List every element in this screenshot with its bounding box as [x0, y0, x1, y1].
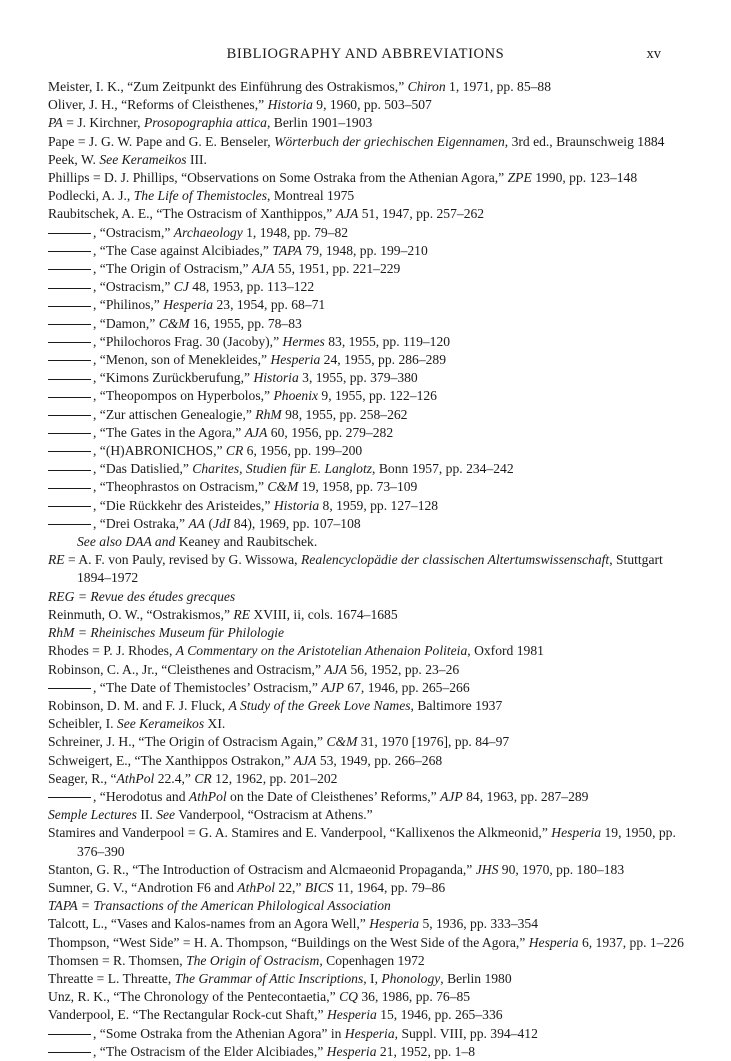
entry-text: , Stuttgart 1894–1972	[77, 552, 663, 586]
entry-italic-text: Hesperia	[270, 352, 321, 368]
bibliography-entry	[48, 715, 688, 733]
running-header	[0, 46, 731, 66]
entry-italic-text: RhM = Rheinisches Museum für Philologie	[48, 625, 285, 641]
entry-text: Keaney and Raubitschek.	[175, 534, 318, 550]
entry-text: , “Drei Ostraka,”	[93, 515, 189, 531]
entry-text: Raubitschek, A. E., “The Ostracism of Xanthippos,”	[48, 206, 336, 222]
page-number: xv	[646, 46, 661, 62]
bibliography-entry	[48, 187, 688, 205]
entry-text: , “Philochoros Frag. 30 (Jacoby),”	[93, 333, 283, 349]
entry-text: , Oxford 1981	[467, 643, 544, 659]
repeat-author-dash	[48, 342, 91, 343]
bibliography-list	[48, 78, 688, 1061]
repeat-author-dash	[48, 797, 91, 798]
entry-text: , “The Case against Alcibiades,”	[93, 242, 273, 258]
bibliography-entry	[48, 1006, 688, 1024]
repeat-author-dash	[48, 306, 91, 307]
page-title: BIBLIOGRAPHY AND ABBREVIATIONS	[226, 46, 505, 62]
bibliography-entry	[48, 861, 688, 879]
entry-italic-text: See Kerameikos	[99, 151, 187, 167]
bibliography-entry	[48, 260, 688, 278]
entry-text: , “(H)ABRONICHOS,”	[93, 443, 226, 459]
bibliography-entry	[48, 478, 688, 496]
entry-text: 22.4,”	[154, 770, 195, 786]
bibliography-entry	[48, 278, 688, 296]
entry-text: , Berlin 1980	[440, 970, 512, 986]
bibliography-entry	[48, 114, 688, 132]
bibliography-entry	[48, 697, 688, 715]
bibliography-entry	[48, 1043, 688, 1061]
entry-italic-text: The Life of Themistocles	[133, 188, 268, 204]
entry-text: (	[205, 515, 214, 531]
entry-italic-text: A Study of the Greek Love Names	[228, 697, 411, 713]
entry-text: II.	[136, 807, 157, 823]
entry-italic-text: AthPol	[116, 770, 155, 786]
entry-text: = J. Kirchner,	[62, 115, 144, 131]
entry-text: on the Date of Cleisthenes’ Reforms,”	[226, 788, 441, 804]
repeat-author-dash	[48, 251, 91, 252]
bibliography-entry	[48, 770, 688, 788]
repeat-author-dash	[48, 688, 91, 689]
bibliography-entry	[48, 151, 688, 169]
entry-italic-text: RhM	[255, 406, 282, 422]
entry-italic-text: TAPA	[272, 242, 303, 258]
entry-text: Reinmuth, O. W., “Ostrakismos,”	[48, 606, 234, 622]
entry-italic-text: CQ	[339, 989, 358, 1005]
entry-text: , “Kimons Zurückberufung,”	[93, 370, 254, 386]
bibliography-entry	[48, 733, 688, 751]
entry-italic-text: Phonology	[381, 970, 441, 986]
entry-text: 11, 1964, pp. 79–86	[333, 879, 446, 895]
bibliography-entry	[48, 424, 688, 442]
entry-text: 83, 1955, pp. 119–120	[324, 333, 451, 349]
bibliography-entry	[48, 606, 688, 624]
entry-italic-text: See also DAA and	[77, 534, 176, 550]
entry-text: , Bonn 1957, pp. 234–242	[372, 461, 514, 477]
entry-text: 16, 1955, pp. 78–83	[189, 315, 302, 331]
entry-italic-text: C&M	[267, 479, 299, 495]
entry-text: , “The Date of Themistocles’ Ostracism,”	[93, 679, 322, 695]
entry-text: 56, 1952, pp. 23–26	[347, 661, 460, 677]
bibliography-entry	[48, 460, 688, 478]
entry-text: 21, 1952, pp. 1–8	[376, 1043, 476, 1059]
entry-text: , “Menon, son of Menekleides,”	[93, 352, 271, 368]
entry-text: , “Theophrastos on Ostracism,”	[93, 479, 268, 495]
repeat-author-dash	[48, 360, 91, 361]
bibliography-entry	[48, 788, 688, 806]
repeat-author-dash	[48, 379, 91, 380]
entry-italic-text: REG = Revue des études grecques	[48, 588, 236, 604]
bibliography-entry	[48, 824, 688, 860]
entry-italic-text: RE	[233, 606, 251, 622]
entry-text: , “Philinos,”	[93, 297, 164, 313]
bibliography-entry	[48, 551, 688, 587]
entry-text: Peek, W.	[48, 151, 100, 167]
entry-text: Phillips = D. J. Phillips, “Observations on Some Ostraka from the Athenian Agora,”	[48, 170, 508, 186]
entry-text: 98, 1955, pp. 258–262	[281, 406, 408, 422]
entry-text: Schweigert, E., “The Xanthippos Ostrakon,”	[48, 752, 294, 768]
entry-text: , I,	[363, 970, 382, 986]
entry-italic-text: Hesperia	[551, 825, 602, 841]
entry-italic-text: C&M	[326, 734, 358, 750]
entry-italic-text: Historia	[267, 97, 313, 113]
entry-text: , “Herodotus and	[93, 788, 189, 804]
entry-text: 19, 1958, pp. 73–109	[298, 479, 418, 495]
repeat-author-dash	[48, 1052, 91, 1053]
bibliography-entry	[48, 78, 688, 96]
entry-text: 84), 1969, pp. 107–108	[230, 515, 361, 531]
bibliography-entry	[48, 315, 688, 333]
entry-italic-text: AthPol	[237, 879, 276, 895]
bibliography-entry	[48, 661, 688, 679]
entry-text: Thomsen = R. Thomsen,	[48, 952, 187, 968]
bibliography-entry	[48, 934, 688, 952]
repeat-author-dash	[48, 1034, 91, 1035]
bibliography-entry	[48, 224, 688, 242]
entry-text: Scheibler, I.	[48, 716, 117, 732]
entry-text: Meister, I. K., “Zum Zeitpunkt des Einführung des Ostrakismos,”	[48, 79, 408, 94]
entry-italic-text: Hesperia	[369, 916, 420, 932]
entry-text: , “Ostracism,”	[93, 279, 174, 295]
entry-text: 8, 1959, pp. 127–128	[319, 497, 439, 513]
bibliography-entry	[48, 406, 688, 424]
entry-text: Seager, R., “	[48, 770, 117, 786]
entry-text: Vanderpool, “Ostracism at Athens.”	[175, 807, 373, 823]
entry-text: 67, 1946, pp. 265–266	[343, 679, 470, 695]
entry-italic-text: CR	[225, 443, 244, 459]
entry-text: Stamires and Vanderpool = G. A. Stamires and E. Vanderpool, “Kallixenos the Alkmeonid,”	[48, 825, 552, 841]
entry-text: = A. F. von Pauly, revised by G. Wissowa,	[64, 552, 301, 568]
entry-italic-text: ZPE	[507, 170, 532, 186]
entry-text: 6, 1937, pp. 1–226	[578, 934, 684, 950]
bibliography-entry	[48, 879, 688, 897]
entry-text: 24, 1955, pp. 286–289	[320, 352, 447, 368]
entry-text: , “The Origin of Ostracism,”	[93, 261, 252, 277]
entry-text: 84, 1963, pp. 287–289	[462, 788, 589, 804]
entry-italic-text: Hesperia	[326, 1007, 377, 1023]
entry-italic-text: Hesperia	[344, 1025, 395, 1041]
entry-italic-text: Phoenix	[273, 388, 319, 404]
entry-italic-text: See Kerameikos	[116, 716, 205, 732]
bibliography-entry	[48, 679, 688, 697]
entry-italic-text: JHS	[475, 861, 499, 877]
bibliography-entry	[48, 442, 688, 460]
entry-text: 1, 1971, pp. 85–88	[445, 79, 552, 94]
bibliography-entry	[48, 752, 688, 770]
entry-italic-text: Historia	[253, 370, 299, 386]
entry-italic-text: AJA	[244, 424, 268, 440]
entry-text: 53, 1949, pp. 266–268	[316, 752, 443, 768]
entry-italic-text: PA	[48, 115, 63, 131]
entry-text: , “Ostracism,”	[93, 224, 174, 240]
entry-italic-text: AJA	[293, 752, 317, 768]
bibliography-entry	[48, 96, 688, 114]
bibliography-entry	[48, 970, 688, 988]
bibliography-entry	[48, 296, 688, 314]
entry-italic-text: Prosopographia attica	[143, 115, 267, 131]
entry-italic-text: BICS	[304, 879, 334, 895]
entry-italic-text: TAPA = Transactions of the American Philological Association	[48, 898, 391, 914]
entry-text: 79, 1948, pp. 199–210	[302, 242, 428, 258]
entry-text: 9, 1955, pp. 122–126	[318, 388, 437, 404]
entry-text: Robinson, D. M. and F. J. Fluck,	[48, 697, 229, 713]
repeat-author-dash	[48, 269, 91, 270]
entry-text: Schreiner, J. H., “The Origin of Ostracism Again,”	[48, 734, 327, 750]
entry-italic-text: Hermes	[282, 333, 325, 349]
entry-italic-text: Realencyclopädie der classischen Altertumswissenschaft	[300, 552, 610, 568]
entry-text: 5, 1936, pp. 333–354	[419, 916, 539, 932]
bibliography-entry	[48, 988, 688, 1006]
entry-text: 19, 1950, pp. 376–390	[77, 825, 676, 859]
entry-text: , 3rd ed., Braunschweig 1884	[504, 133, 665, 149]
repeat-author-dash	[48, 506, 91, 507]
repeat-author-dash	[48, 488, 91, 489]
entry-italic-text: AJA	[324, 661, 348, 677]
entry-text: 51, 1947, pp. 257–262	[358, 206, 485, 222]
entry-text: 60, 1956, pp. 279–282	[267, 424, 394, 440]
cross-reference-note	[48, 533, 688, 551]
entry-text: 12, 1962, pp. 201–202	[211, 770, 338, 786]
entry-italic-text: AJP	[321, 679, 344, 695]
entry-text: 31, 1970 [1976], pp. 84–97	[357, 734, 510, 750]
entry-text: III.	[186, 151, 207, 167]
bibliography-entry	[48, 642, 688, 660]
entry-text: 36, 1986, pp. 76–85	[357, 989, 471, 1005]
bibliography-entry	[48, 169, 688, 187]
entry-text: 1990, pp. 123–148	[531, 170, 638, 186]
entry-text: Oliver, J. H., “Reforms of Cleisthenes,”	[48, 97, 268, 113]
bibliography-entry	[48, 369, 688, 387]
entry-italic-text: CJ	[173, 279, 189, 295]
entry-text: Unz, R. K., “The Chronology of the Pentecontaetia,”	[48, 989, 340, 1005]
entry-italic-text: AA	[188, 515, 206, 531]
entry-italic-text: Wörterbuch der griechischen Eigennamen	[274, 133, 505, 149]
bibliography-entry	[48, 387, 688, 405]
entry-text: 23, 1954, pp. 68–71	[213, 297, 326, 313]
bibliography-entry	[48, 897, 688, 915]
bibliography-entry	[48, 952, 688, 970]
entry-italic-text: CR	[194, 770, 212, 786]
repeat-author-dash	[48, 324, 91, 325]
entry-italic-text: Hesperia	[326, 1043, 377, 1059]
bibliography-entry	[48, 915, 688, 933]
entry-italic-text: Charites, Studien für E. Langlotz	[192, 461, 373, 477]
entry-text: 6, 1956, pp. 199–200	[243, 443, 363, 459]
repeat-author-dash	[48, 433, 91, 434]
entry-text: , Berlin 1901–1903	[266, 115, 373, 131]
entry-text: Threatte = L. Threatte,	[48, 970, 175, 986]
entry-italic-text: Hesperia	[163, 297, 214, 313]
bibliography-entry	[48, 351, 688, 369]
entry-italic-text: JdI	[213, 515, 231, 531]
entry-text: Vanderpool, E. “The Rectangular Rock-cut Shaft,”	[48, 1007, 327, 1023]
entry-text: 48, 1953, pp. 113–122	[188, 279, 315, 295]
entry-text: Pape = J. G. W. Pape and G. E. Benseler,	[48, 133, 275, 149]
entry-text: , “Das Datislied,”	[93, 461, 193, 477]
entry-italic-text: Archaeology	[173, 224, 243, 240]
entry-italic-text: The Origin of Ostracism	[186, 952, 320, 968]
entry-italic-text: See	[156, 807, 176, 823]
entry-text: 22,”	[275, 879, 305, 895]
entry-text: Talcott, L., “Vases and Kalos-names from an Agora Well,”	[48, 916, 370, 932]
entry-text: , “The Gates in the Agora,”	[93, 424, 245, 440]
repeat-author-dash	[48, 415, 91, 416]
entry-text: , Baltimore 1937	[410, 697, 503, 713]
entry-text: Sumner, G. V., “Androtion F6 and	[48, 879, 238, 895]
entry-text: , Copenhagen 1972	[319, 952, 425, 968]
entry-text: , “The Ostracism of the Elder Alcibiades,”	[93, 1043, 327, 1059]
entry-text: , “Die Rückkehr des Aristeides,”	[93, 497, 274, 513]
entry-italic-text: C&M	[158, 315, 190, 331]
repeat-author-dash	[48, 470, 91, 471]
entry-italic-text: AJP	[440, 788, 463, 804]
entry-text: Robinson, C. A., Jr., “Cleisthenes and Ostracism,”	[48, 661, 325, 677]
repeat-author-dash	[48, 524, 91, 525]
bibliography-entry	[48, 205, 688, 223]
bibliography-entry	[48, 242, 688, 260]
entry-text: 15, 1946, pp. 265–336	[376, 1007, 503, 1023]
bibliography-entry	[48, 133, 688, 151]
entry-italic-text: The Grammar of Attic Inscriptions	[174, 970, 364, 986]
entry-text: XI.	[204, 716, 226, 732]
entry-text: , Montreal 1975	[267, 188, 355, 204]
repeat-author-dash	[48, 288, 91, 289]
entry-text: Podlecki, A. J.,	[48, 188, 134, 204]
entry-text: , “Zur attischen Genealogie,”	[93, 406, 256, 422]
entry-italic-text: AthPol	[188, 788, 227, 804]
entry-text: 3, 1955, pp. 379–380	[298, 370, 418, 386]
entry-italic-text: Hesperia	[528, 934, 579, 950]
entry-italic-text: Semple Lectures	[48, 807, 137, 823]
entry-italic-text: RE	[48, 552, 65, 568]
repeat-author-dash	[48, 397, 91, 398]
bibliography-entry	[48, 1025, 688, 1043]
entry-text: , “Some Ostraka from the Athenian Agora” in	[93, 1025, 345, 1041]
entry-italic-text: AJA	[251, 261, 275, 277]
entry-text: Thompson, “West Side” = H. A. Thompson, “Buildings on the West Side of the Agora,”	[48, 934, 529, 950]
entry-text: , “Theopompos on Hyperbolos,”	[93, 388, 274, 404]
bibliography-entry	[48, 806, 688, 824]
entry-text: 55, 1951, pp. 221–229	[274, 261, 401, 277]
entry-text: Rhodes = P. J. Rhodes,	[48, 643, 176, 659]
bibliography-entry	[48, 515, 688, 533]
bibliography-entry	[48, 624, 688, 642]
bibliography-entry	[48, 588, 688, 606]
entry-text: 90, 1970, pp. 180–183	[498, 861, 625, 877]
entry-italic-text: AJA	[335, 206, 359, 222]
bibliography-entry	[48, 497, 688, 515]
bibliography-entry	[48, 333, 688, 351]
entry-text: Stanton, G. R., “The Introduction of Ostracism and Alcmaeonid Propaganda,”	[48, 861, 476, 877]
entry-italic-text: Chiron	[407, 79, 446, 94]
entry-text: 9, 1960, pp. 503–507	[312, 97, 432, 113]
repeat-author-dash	[48, 233, 91, 234]
entry-text: 1, 1948, pp. 79–82	[242, 224, 349, 240]
entry-italic-text: A Commentary on the Aristotelian Athenaion Politeia	[175, 643, 468, 659]
entry-text: , “Damon,”	[93, 315, 159, 331]
repeat-author-dash	[48, 451, 91, 452]
entry-italic-text: Historia	[273, 497, 320, 513]
entry-text: , Suppl. VIII, pp. 394–412	[394, 1025, 538, 1041]
entry-text: XVIII, ii, cols. 1674–1685	[250, 606, 398, 622]
